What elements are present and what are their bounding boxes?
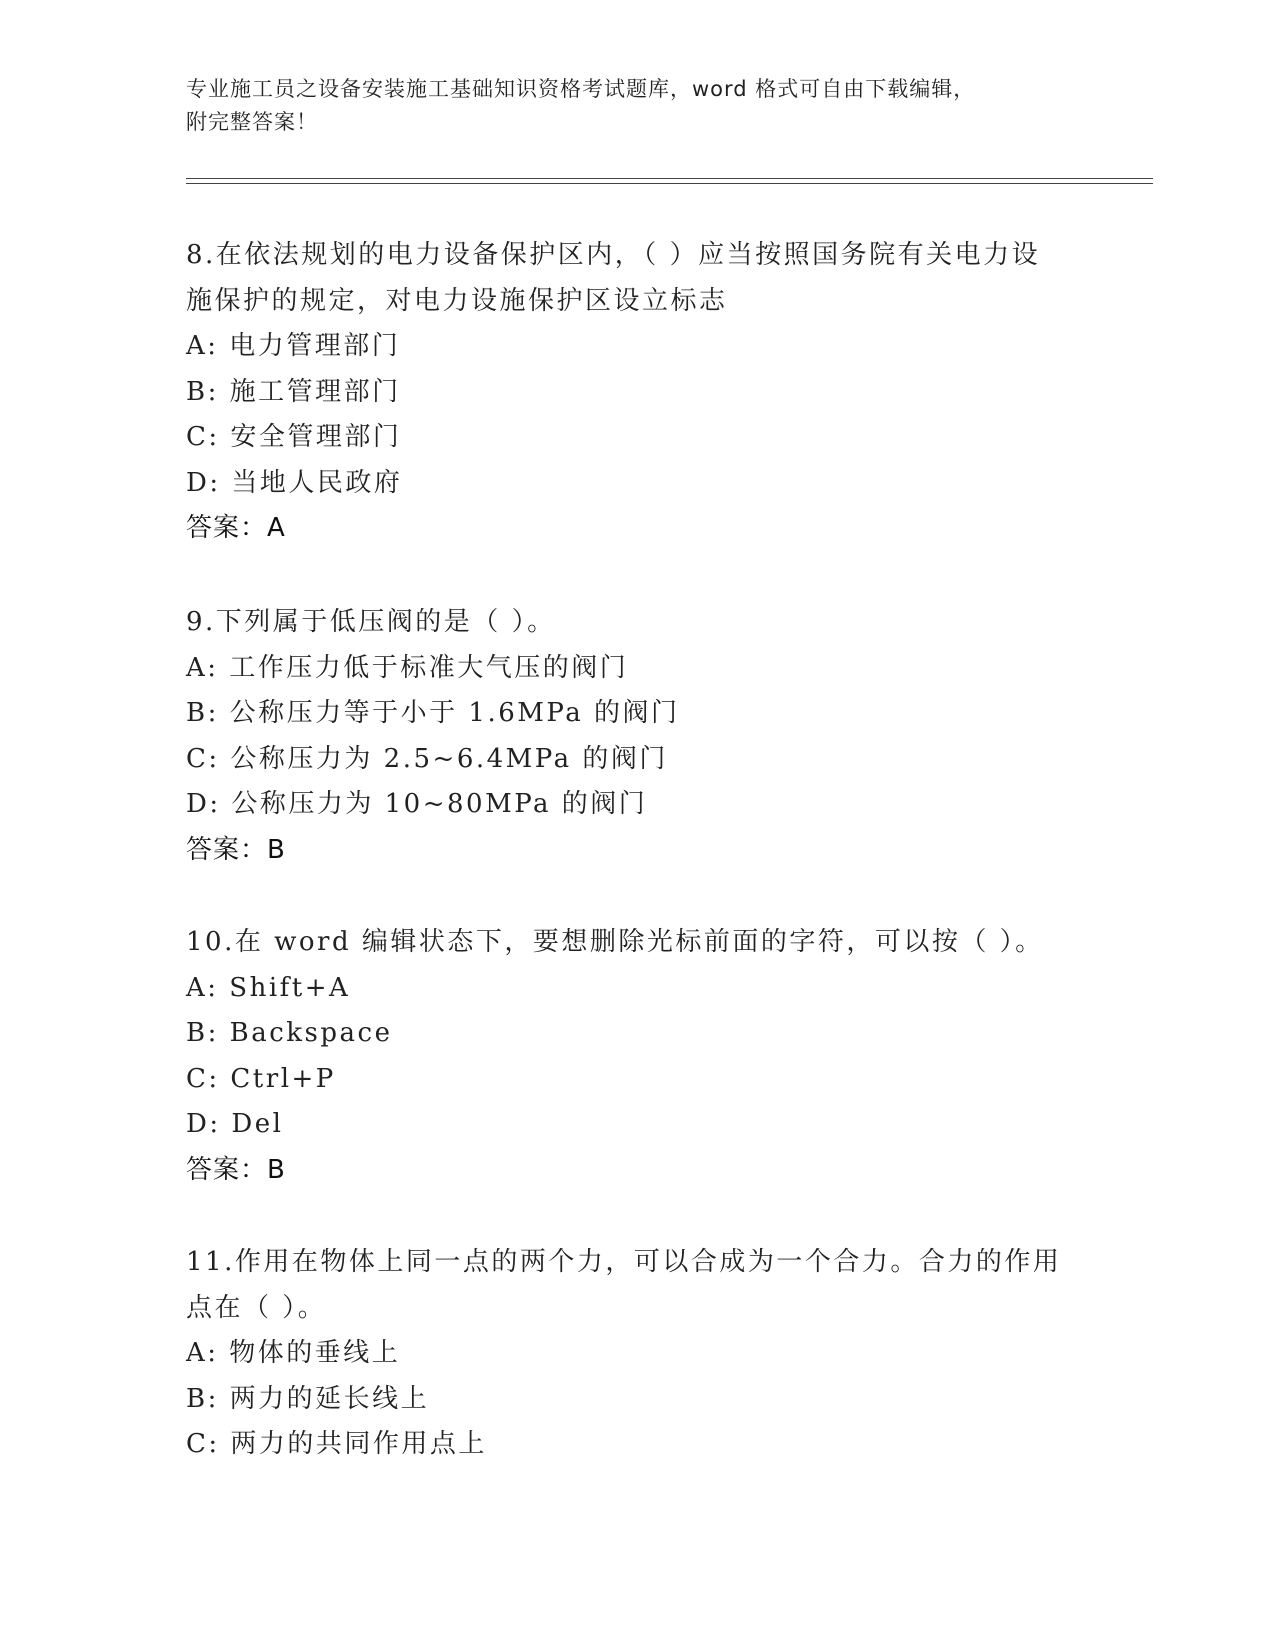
header-line-2: 附完整答案！ (186, 110, 318, 134)
option-c: C: 安全管理部门 (186, 422, 402, 452)
document-header (186, 73, 1066, 139)
question-text-line: 9.下列属于低压阀的是（ ）。 (186, 607, 556, 637)
answer: 答案：A (186, 513, 286, 543)
option-a: A: 物体的垂线上 (186, 1338, 401, 1368)
option-b: B: 两力的延长线上 (186, 1383, 430, 1414)
answer: 答案：B (186, 1154, 286, 1185)
question-text-line: 10.在 word 编辑状态下，要想删除光标前面的字符，可以按（ ）。 (186, 927, 1044, 957)
option-d: D: 当地人民政府 (186, 467, 403, 498)
option-a: A: Shift+A (186, 972, 351, 1003)
question-text-line: 8.在依法规划的电力设备保护区内，（ ）应当按照国务院有关电力设 (186, 240, 1041, 270)
question-11 (186, 1240, 1086, 1468)
option-d: D: 公称压力为 10~80MPa 的阀门 (186, 789, 648, 819)
option-c: C: 公称压力为 2.5~6.4MPa 的阀门 (186, 743, 668, 774)
option-b: B: 施工管理部门 (186, 376, 401, 407)
option-b: B: Backspace (186, 1018, 393, 1048)
option-a: A: 电力管理部门 (186, 331, 401, 361)
question-9 (186, 600, 1086, 873)
option-b: B: 公称压力等于小于 1.6MPa 的阀门 (186, 698, 680, 728)
header-divider-top (186, 178, 1153, 179)
question-10 (186, 920, 1086, 1193)
option-d: D: Del (186, 1109, 284, 1139)
question-text-line: 11.作用在物体上同一点的两个力，可以合成为一个合力。合力的作用 (186, 1247, 1062, 1277)
option-c: C: 两力的共同作用点上 (186, 1429, 487, 1459)
option-c: C: Ctrl+P (186, 1063, 336, 1094)
answer: 答案：B (186, 834, 286, 865)
option-a: A: 工作压力低于标准大气压的阀门 (186, 652, 629, 683)
question-8 (186, 233, 1086, 552)
header-divider-bottom (186, 183, 1153, 184)
question-text-line: 点在（ ）。 (186, 1292, 327, 1323)
header-line-1: 专业施工员之设备安装施工基础知识资格考试题库，word 格式可自由下载编辑， (186, 77, 976, 101)
question-text-line: 施保护的规定，对电力设施保护区设立标志 (186, 285, 728, 316)
